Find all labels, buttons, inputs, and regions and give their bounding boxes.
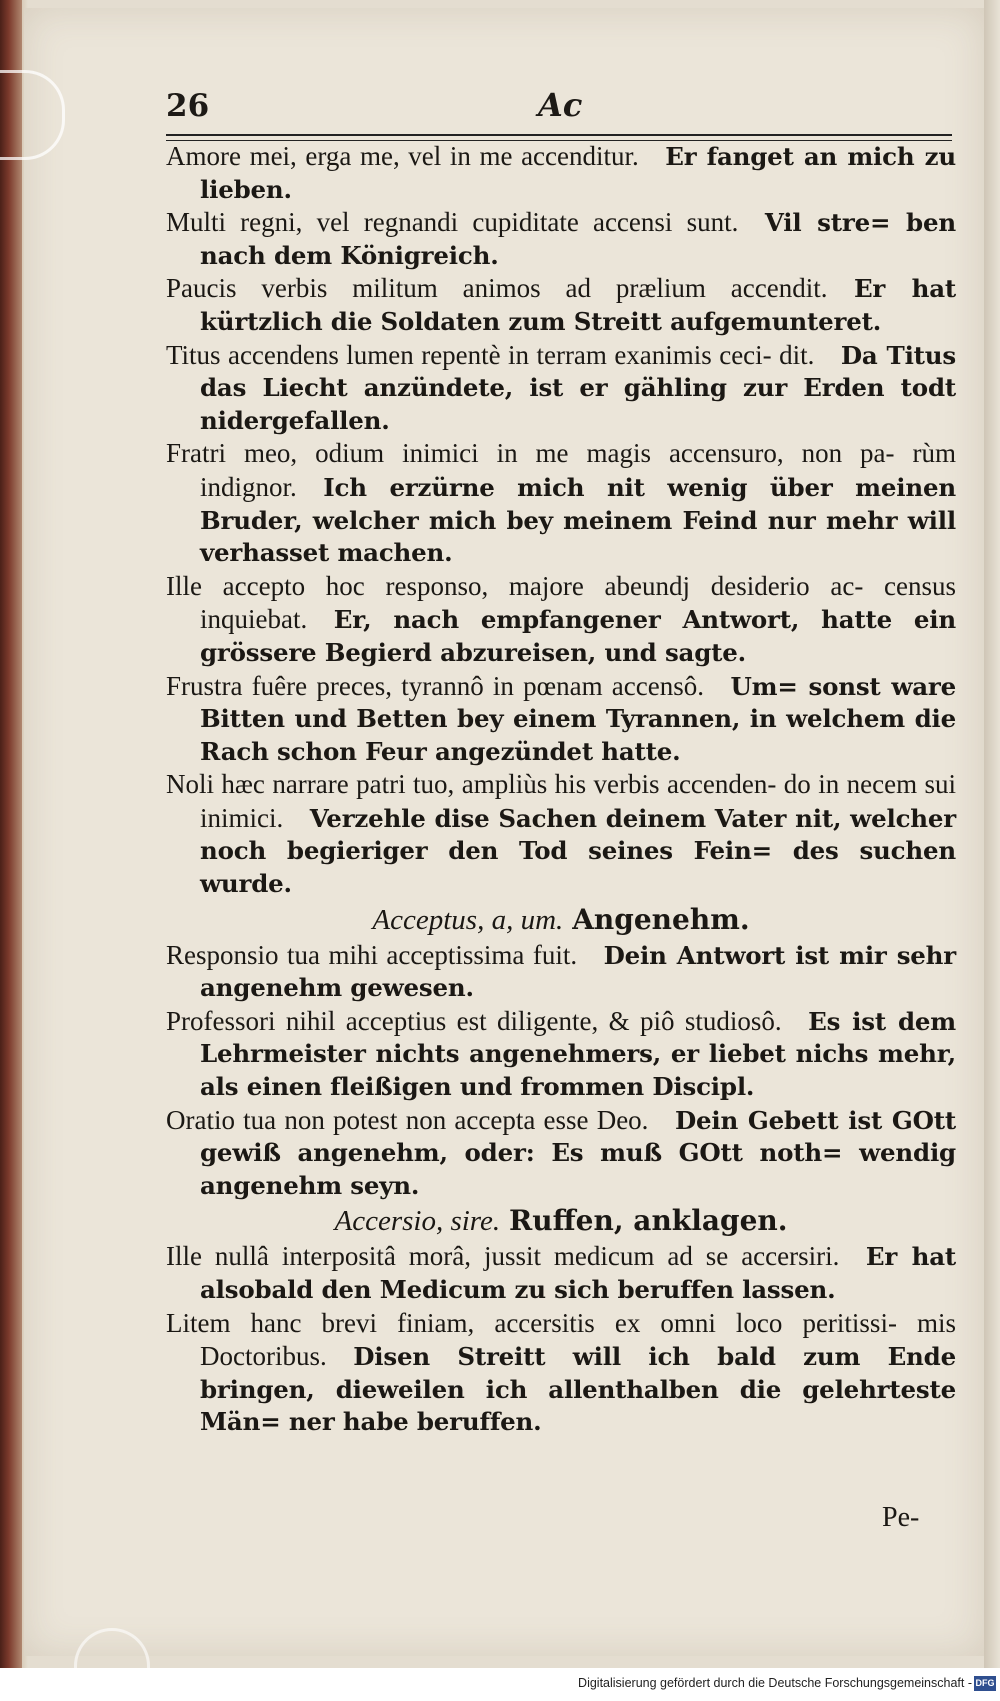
- dictionary-entry: [166, 437, 956, 569]
- german-translation: Um= sonst ware Bitten und Betten bey einem Tyrannen, in welchem die Rach schon Feur angezündet hatte.: [200, 671, 956, 766]
- catchword: Pe-: [882, 1502, 920, 1533]
- latin-sentence: Ille accepto hoc responso, majore abeundj desiderio ac- census inquiebat.: [166, 570, 956, 635]
- dictionary-entry: [166, 768, 956, 900]
- latin-sentence: Frustra fuêre preces, tyrannô in pœnam accensô.: [166, 670, 704, 701]
- german-translation: Er, nach empfangener Antwort, hatte ein grössere Begierd abzureisen, und sagte.: [200, 605, 956, 667]
- latin-sentence: Paucis verbis militum animos ad prælium accendit.: [166, 273, 828, 304]
- german-translation: Es ist dem Lehrmeister nichts angenehmers, er liebet nichs mehr, als einen fleißigen und frommen Discipl.: [200, 1006, 956, 1102]
- page-header: [166, 84, 952, 132]
- heading-german: Ruffen, anklagen.: [509, 1204, 788, 1238]
- dictionary-entry: [166, 1307, 956, 1439]
- latin-sentence: Ille nullâ interpositâ morâ, jussit medicum ad se accersiri.: [166, 1241, 840, 1272]
- german-translation: Verzehle dise Sachen deinem Vater nit, welcher noch begieriger den Tod seines Fein= des suchen wurde.: [200, 803, 956, 899]
- dictionary-entry: [166, 140, 956, 206]
- latin-sentence: Responsio tua mihi acceptissima fuit.: [166, 939, 578, 970]
- heading-latin: Accersio, sire.: [334, 1205, 501, 1238]
- dfg-credit: Digitalisierung gefördert durch die Deutsche Forschungsgemeinschaft -: [578, 1676, 972, 1690]
- dictionary-text: [166, 140, 956, 1439]
- heading-acceptus: [166, 902, 956, 938]
- german-translation: Da Titus das Liecht anzündete, ist er gähling zur Erden todt nidergefallen.: [200, 340, 956, 435]
- heading-latin: Acceptus, a, um.: [372, 903, 564, 936]
- latin-sentence: Amore mei, erga me, vel in me accenditur.: [166, 141, 639, 171]
- dfg-logo: DFG: [974, 1676, 996, 1691]
- dictionary-entry: [166, 1104, 956, 1203]
- german-translation: Er hat kürtzlich die Soldaten zum Streitt aufgemunteret.: [200, 274, 957, 336]
- dictionary-entry: [166, 570, 956, 670]
- dictionary-entry: [166, 939, 956, 1005]
- german-translation: Dein Gebett ist GOtt gewiß angenehm, oder: Es muß GOtt noth= wendig angenehm seyn.: [200, 1105, 956, 1200]
- dictionary-entry: [166, 206, 956, 272]
- german-translation: Dein Antwort ist mir sehr angenehm gewesen.: [200, 940, 956, 1003]
- latin-sentence: Professori nihil acceptius est diligente, & piô studiosô.: [166, 1005, 782, 1036]
- latin-sentence: Titus accendens lumen repentè in terram exanimis ceci- dit.: [166, 339, 815, 370]
- entries-accendo: [166, 140, 956, 901]
- dictionary-entry: [166, 670, 956, 769]
- dictionary-entry: [166, 1240, 956, 1306]
- dictionary-entry: [166, 1005, 956, 1104]
- german-translation: Vil stre= ben nach dem Königreich.: [200, 208, 956, 270]
- entries-acceptus: [166, 939, 956, 1203]
- latin-sentence: Multi regni, vel regnandi cupiditate accensi sunt.: [166, 207, 739, 238]
- page-number: 26: [166, 88, 210, 124]
- dictionary-entry: [166, 272, 956, 338]
- latin-sentence: Noli hæc narrare patri tuo, ampliùs his verbis accenden- do in necem sui inimici.: [166, 769, 956, 833]
- entries-accersio: [166, 1240, 956, 1439]
- latin-sentence: Fratri meo, odium inimici in me magis accensuro, non pa- rùm indignor.: [166, 438, 956, 502]
- latin-sentence: Oratio tua non potest non accepta esse Deo.: [166, 1104, 649, 1135]
- german-translation: Er hat alsobald den Medicum zu sich beruffen lassen.: [200, 1242, 957, 1304]
- page-edge: [984, 0, 1000, 1668]
- dictionary-entry: [166, 339, 956, 438]
- heading-accersio: [166, 1203, 956, 1239]
- running-head: Ac: [538, 86, 583, 124]
- book-spine: [0, 0, 22, 1668]
- german-translation: Ich erzürne mich nit wenig über meinen Bruder, welcher mich bey meinem Feind nur mehr will verhasset machen.: [200, 472, 956, 568]
- german-translation: Er fanget an mich zu lieben.: [200, 142, 956, 204]
- german-translation: Disen Streitt will ich bald zum Ende bringen, dieweilen ich allenthalben die gelehrteste Män= ner habe beruffen.: [200, 1342, 956, 1437]
- heading-german: Angenehm.: [572, 902, 750, 936]
- latin-sentence: Litem hanc brevi finiam, accersitis ex omni loco peritissi- mis Doctoribus.: [166, 1307, 956, 1372]
